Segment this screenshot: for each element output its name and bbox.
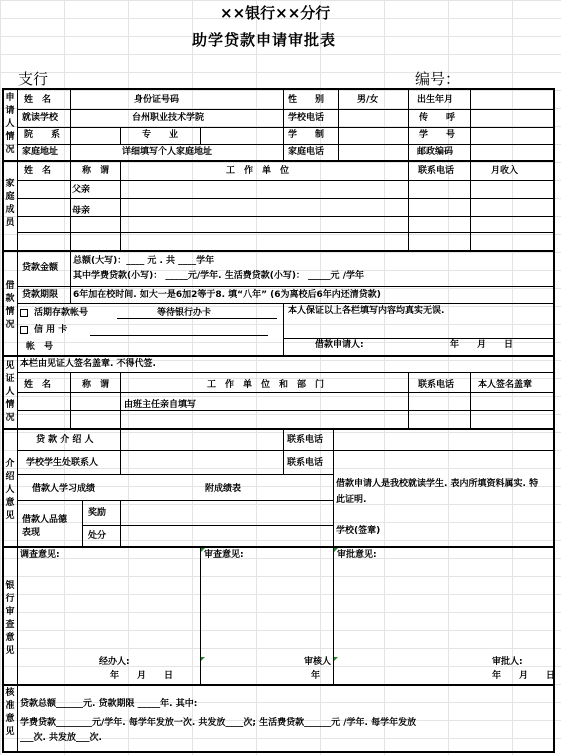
id-no-label: 身份证号码 bbox=[134, 95, 180, 105]
witness-phone-header: 联系电话 bbox=[418, 380, 455, 390]
declaration-text: 本人保证以上各栏填写内容均真实无误. bbox=[288, 306, 445, 316]
witness-note: 本栏由见证人签名盖章. 不得代签. bbox=[20, 359, 156, 369]
investigate-label: 调查意见: bbox=[20, 550, 60, 560]
family-phone-header: 联系电话 bbox=[418, 166, 455, 176]
reviewer-label: 审核人 bbox=[304, 657, 332, 667]
school-label: 就读学校 bbox=[22, 113, 59, 123]
gender-label: 性 别 bbox=[288, 95, 325, 105]
introducer-phone-label: 联系电话 bbox=[287, 435, 324, 445]
school-seal-label: 学校(签章) bbox=[336, 526, 381, 536]
final-section-label: 核准意见 bbox=[5, 688, 15, 737]
character-label: 借款人品德表现 bbox=[22, 515, 68, 538]
applicant-section-label: 申请人情况 bbox=[5, 93, 15, 155]
family-work-header: 工 作 单 位 bbox=[226, 166, 290, 176]
reviewer-date: 年 bbox=[311, 671, 321, 681]
witness-sign-header: 本人签名盖章 bbox=[478, 380, 533, 390]
home-phone-label: 家庭电话 bbox=[288, 147, 325, 157]
school-value[interactable]: 台州职业技术学院 bbox=[132, 113, 205, 123]
final-line-2[interactable]: 学费贷款________元/学年. 每学年发放一次. 共发放____次; 生活费贷款______元 /学年. 每学年发放 bbox=[20, 718, 417, 728]
account-note: 等待银行办卡 bbox=[157, 308, 212, 318]
account-no-label: 帐 号 bbox=[26, 342, 54, 352]
home-address-value[interactable]: 详细填写个人家庭地址 bbox=[122, 147, 213, 157]
approve-label: 审批意见: bbox=[337, 550, 377, 560]
gender-value[interactable]: 男/女 bbox=[357, 95, 379, 105]
branch-label: 支行 bbox=[18, 70, 49, 88]
amount-line[interactable]: 总额(大写)：____ 元 . 共 ____学年 bbox=[73, 256, 215, 266]
number-label: 编号： bbox=[415, 70, 461, 88]
bank-title: ××银行××分行 bbox=[220, 4, 331, 22]
pager-label: 传 呼 bbox=[419, 113, 456, 123]
system-label: 学 制 bbox=[288, 130, 325, 140]
bank-section-label: 银行审查意见 bbox=[5, 581, 15, 656]
final-line-1[interactable]: 贷款总额______元. 贷款期限 _____年. 其中: bbox=[20, 699, 198, 709]
review-label: 审查意见: bbox=[204, 550, 244, 560]
account-checkbox[interactable] bbox=[20, 309, 28, 317]
student-no-label: 学 号 bbox=[419, 130, 456, 140]
form-title: 助学贷款申请审批表 bbox=[192, 31, 337, 49]
amount-label: 贷款金额 bbox=[22, 263, 59, 273]
loan-section-label: 借款情况 bbox=[5, 281, 15, 330]
dept-label: 院 系 bbox=[24, 130, 61, 140]
family-income-header: 月收入 bbox=[491, 166, 519, 176]
account-row[interactable] bbox=[20, 308, 88, 319]
school-certification: 借款申请人是我校就读学生. 表内所填资料属实. 特此证明. bbox=[336, 479, 539, 505]
introducer-label: 贷 款 介 绍 人 bbox=[36, 435, 94, 445]
school-contact-phone-label: 联系电话 bbox=[287, 458, 324, 468]
family-relation-header: 称 谓 bbox=[82, 166, 110, 176]
family-name-header: 姓 名 bbox=[24, 166, 52, 176]
referee-section-label: 介绍人意见 bbox=[5, 459, 15, 521]
handler-label: 经办人: bbox=[99, 657, 130, 667]
witness-section-label: 见证人情况 bbox=[5, 361, 15, 423]
witness-relation-header: 称 谓 bbox=[82, 380, 110, 390]
reward-label: 奖励 bbox=[88, 508, 107, 518]
credit-card-label: 信 用 卡 bbox=[34, 325, 68, 335]
major-label: 专 业 bbox=[142, 130, 179, 140]
account-label: 活期存款帐号 bbox=[34, 308, 89, 318]
school-phone-label: 学校电话 bbox=[288, 113, 325, 123]
school-contact-label: 学校学生处联系人 bbox=[26, 458, 99, 468]
applicant-sign-label: 借款申请人: bbox=[315, 340, 364, 350]
handler-date: 年 月 日 bbox=[110, 671, 174, 681]
credit-card-row[interactable] bbox=[20, 325, 67, 336]
term-line[interactable]: 6年加在校时间. 如大一是6加2等于8. 填“八年” (6为离校后6年内还清贷款) bbox=[73, 290, 381, 300]
mother-label: 母亲 bbox=[72, 206, 91, 216]
punish-label: 处分 bbox=[88, 531, 107, 541]
approver-label: 审批人: bbox=[492, 657, 523, 667]
birth-label: 出生年月 bbox=[417, 95, 454, 105]
final-line-3[interactable]: ___次. 共发放___次. bbox=[20, 733, 102, 743]
study-result-label: 借款人学习成绩 bbox=[32, 484, 96, 494]
witness-filled-by[interactable]: 由班主任亲自填写 bbox=[124, 400, 197, 410]
witness-name-header: 姓 名 bbox=[24, 380, 52, 390]
witness-work-header: 工 作 单 位 和 部 门 bbox=[207, 380, 325, 390]
family-section-label: 家庭成员 bbox=[5, 179, 15, 228]
attach-transcript: 附成绩表 bbox=[205, 484, 242, 494]
term-label: 贷款期限 bbox=[22, 290, 59, 300]
postcode-label: 邮政编码 bbox=[417, 147, 454, 157]
credit-card-checkbox[interactable] bbox=[20, 326, 28, 334]
father-label: 父亲 bbox=[72, 185, 91, 195]
home-address-label: 家庭地址 bbox=[22, 147, 59, 157]
loan-date: 年 月 日 bbox=[450, 340, 514, 350]
applicant-name-label: 姓 名 bbox=[24, 95, 52, 105]
approver-date: 年 月 日 bbox=[492, 671, 556, 681]
tuition-line[interactable]: 其中学费贷款(小写)： _____元/学年. 生活费贷款(小写)： _____元 /学年 bbox=[73, 271, 364, 281]
